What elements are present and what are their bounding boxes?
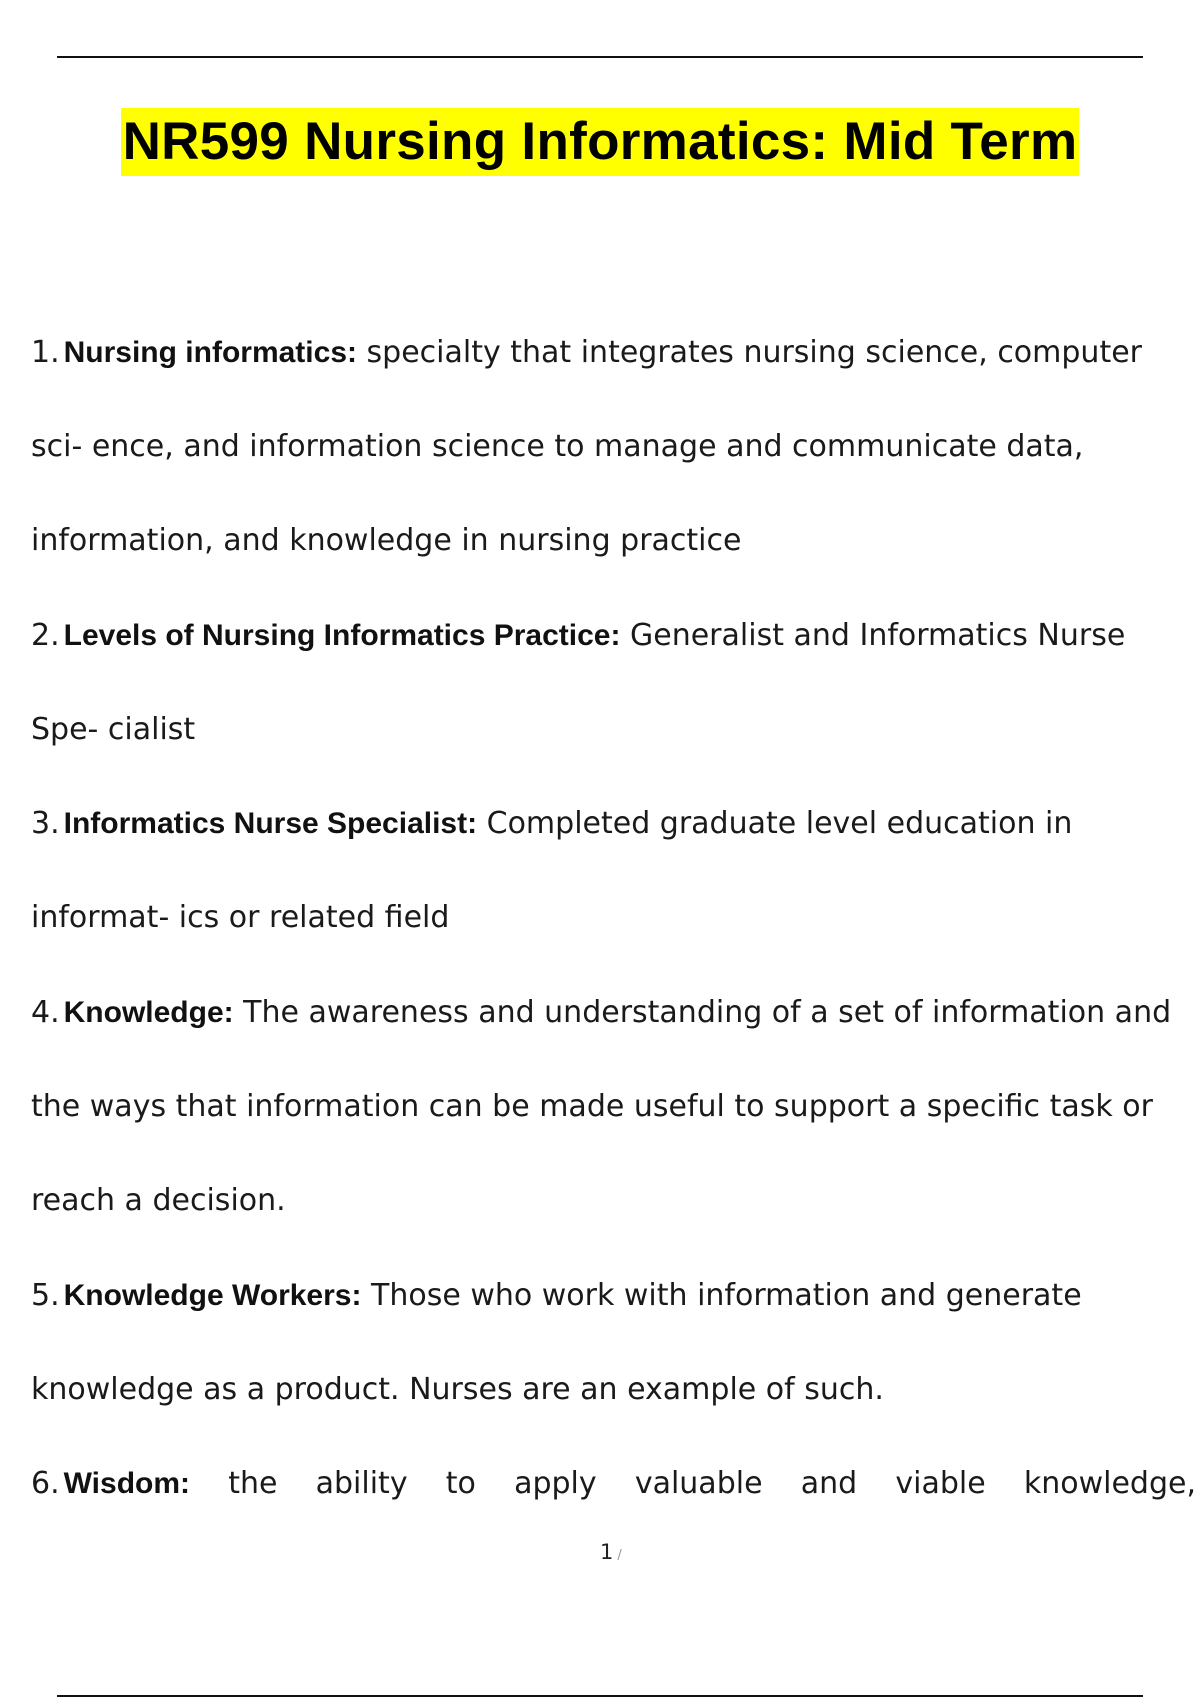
term-label: Knowledge Workers: [63, 1279, 362, 1312]
document-title: NR599 Nursing Informatics: Mid Term [121, 108, 1080, 176]
term-number: 5. [31, 1278, 60, 1313]
term-number: 3. [31, 806, 60, 841]
term-5 [31, 1249, 1196, 1437]
term-label: Nursing informatics: [63, 336, 357, 369]
term-number: 6. [31, 1466, 60, 1501]
term-4 [31, 966, 1196, 1248]
term-definition: specialty that integrates nursing science, computer sci- ence, and information science to manage and communicate data, information, and knowledge in nursing practice [31, 335, 1142, 558]
bottom-rule [57, 1695, 1143, 1697]
page-mark: / [617, 1548, 622, 1563]
page-number [600, 1540, 622, 1564]
term-definition: Those who work with information and generate knowledge as a product. Nurses are an example of such. [31, 1278, 1082, 1407]
term-definition: The awareness and understanding of a set of information and the ways that information can be made useful to support a specific task or reach a decision. [31, 995, 1172, 1218]
term-1 [31, 306, 1196, 588]
term-label: Wisdom: [63, 1467, 191, 1500]
term-definition: Generalist and Informatics Nurse Spe- cialist [31, 618, 1126, 747]
page-number-value: 1 [600, 1540, 614, 1564]
term-2 [31, 589, 1196, 777]
term-label: Levels of Nursing Informatics Practice: [63, 619, 621, 652]
term-definition: Completed graduate level education in informat- ics or related field [31, 806, 1073, 935]
term-6 [31, 1437, 1196, 1531]
title-container [0, 108, 1200, 176]
term-definition: the ability to apply valuable and viable knowledge, [190, 1466, 1196, 1501]
top-rule [57, 56, 1143, 58]
term-label: Informatics Nurse Specialist: [63, 807, 478, 840]
term-number: 4. [31, 995, 60, 1030]
term-number: 2. [31, 618, 60, 653]
term-label: Knowledge: [63, 996, 234, 1029]
term-number: 1. [31, 335, 60, 370]
term-3 [31, 777, 1196, 965]
